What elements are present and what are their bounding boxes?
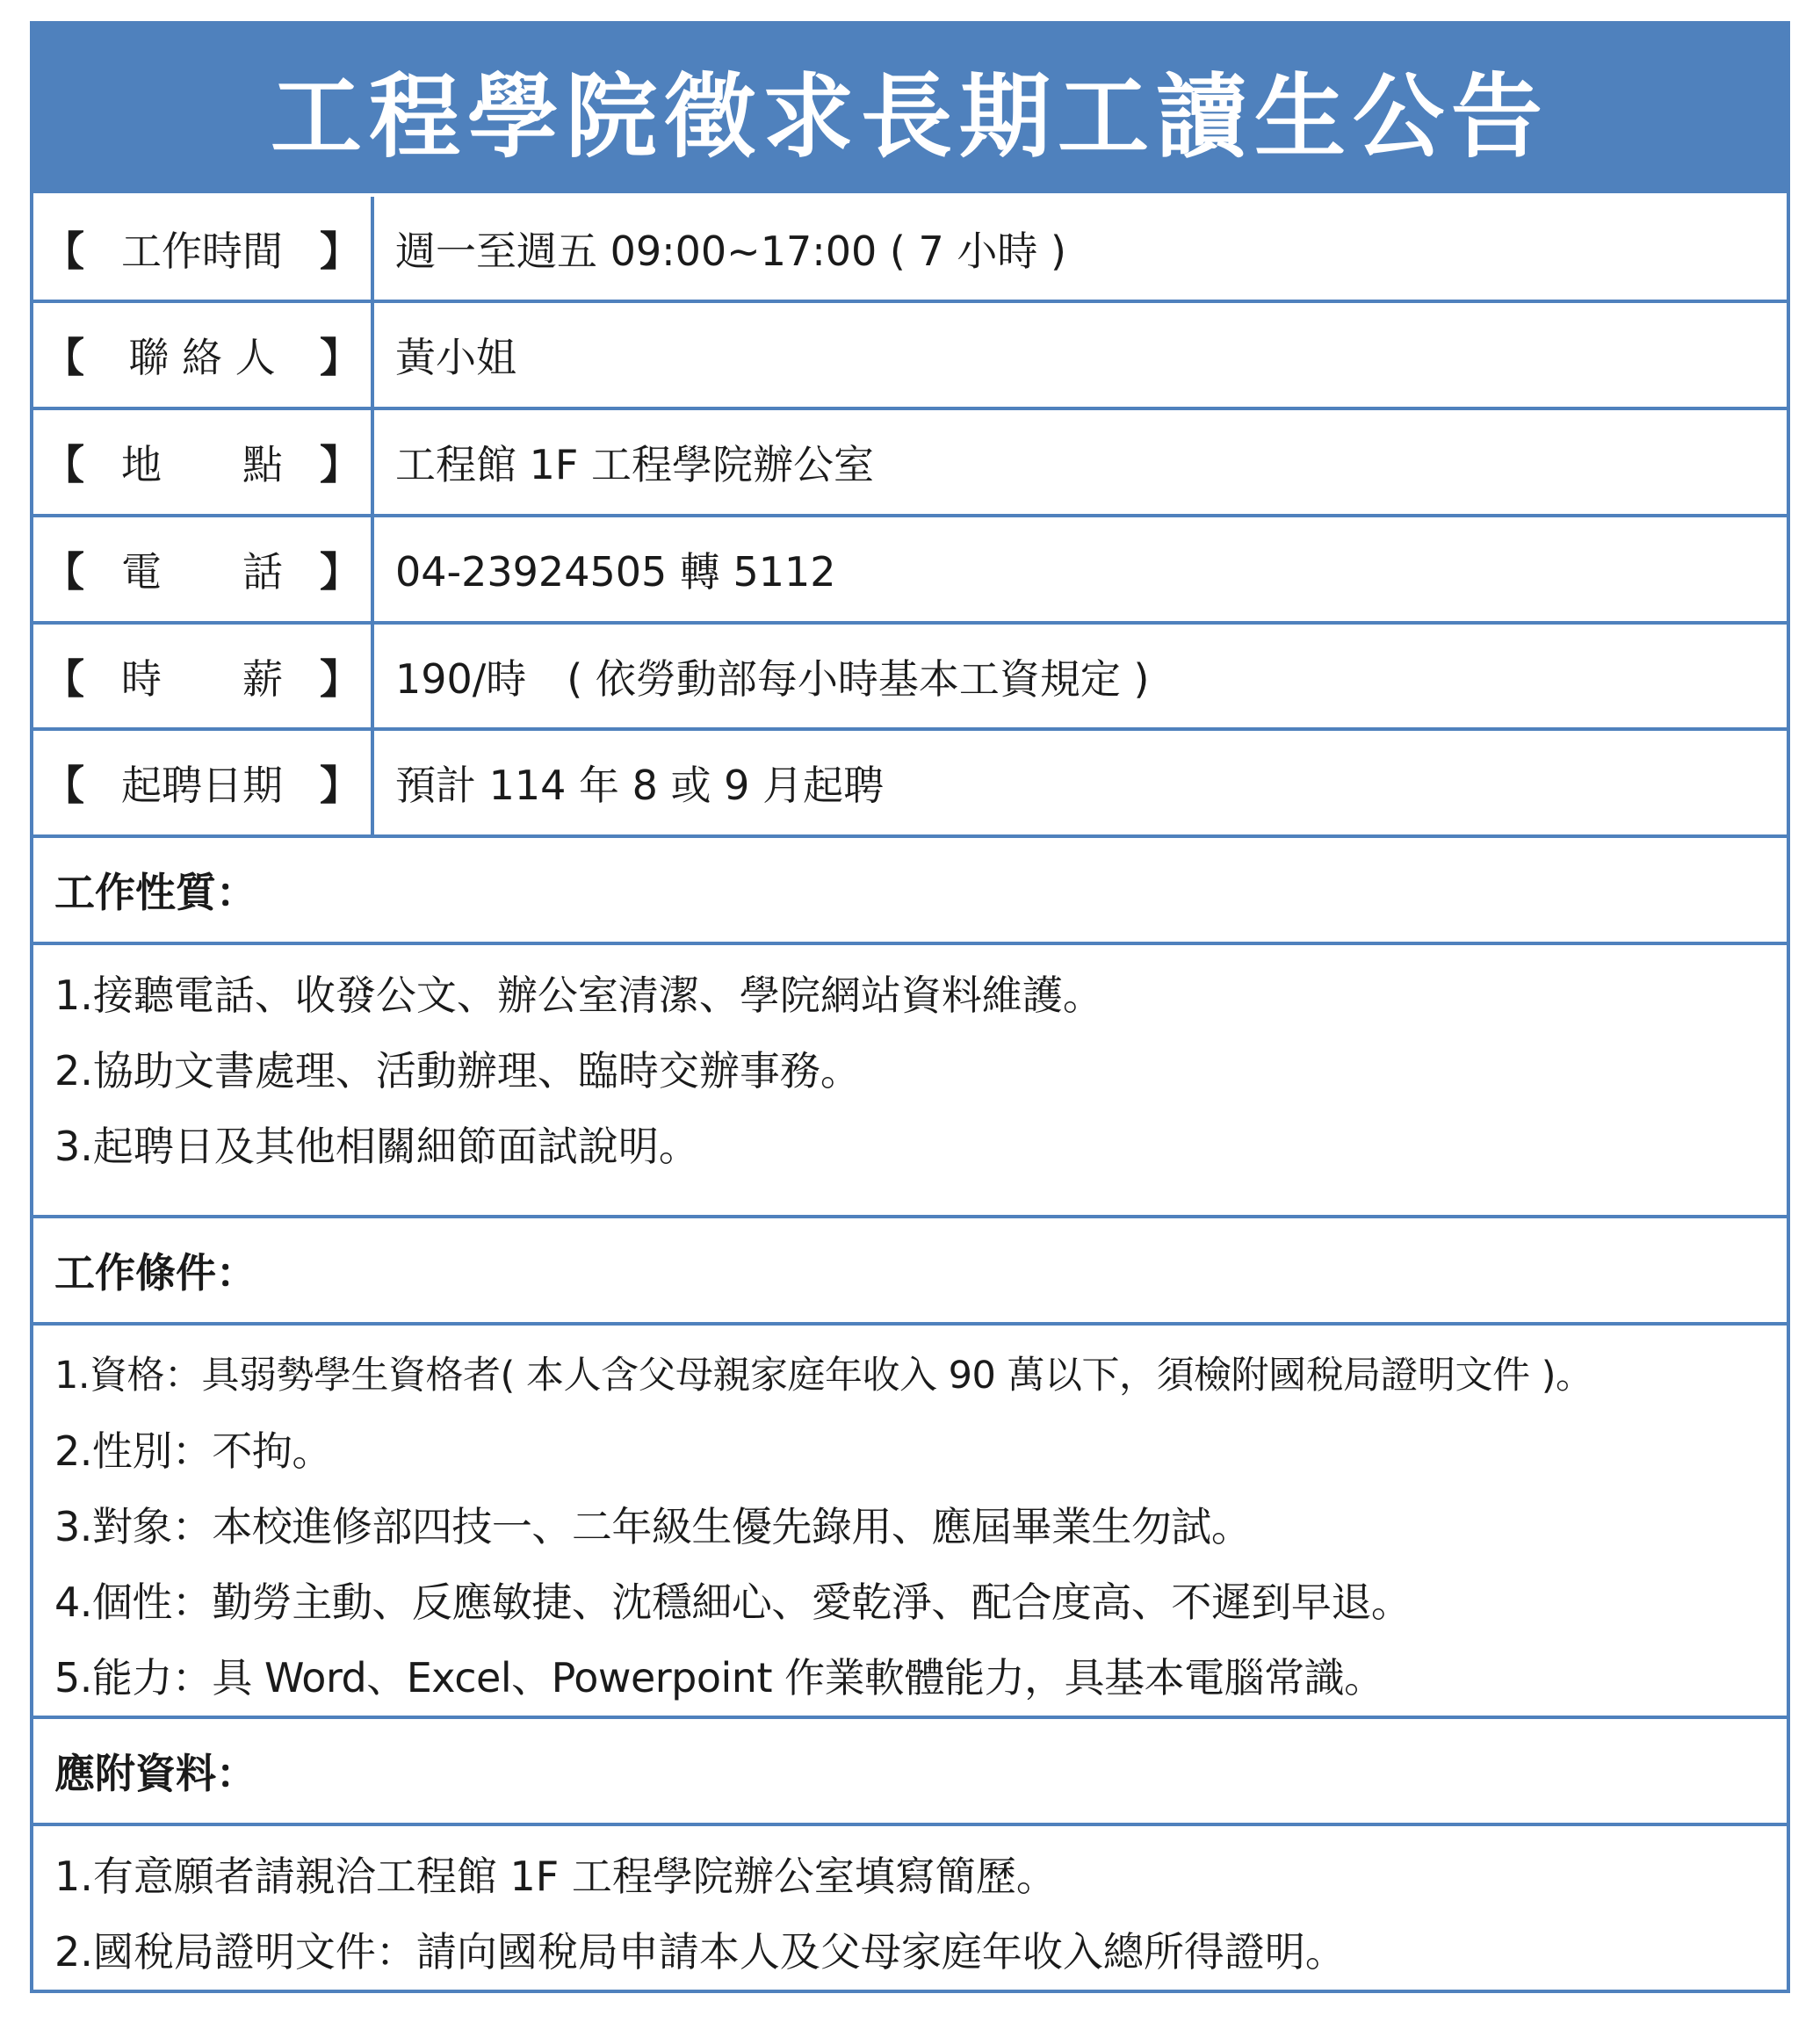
bracket-open: 【 bbox=[44, 654, 84, 703]
list-item: 2.協助文書處理、活動辦理、臨時交辦事務。 bbox=[54, 1046, 861, 1094]
work-hours-value: 週一至週五 09:00~17:00 ( 7 小時 ) bbox=[395, 227, 1066, 275]
location-label: 地 點 bbox=[121, 441, 283, 489]
bracket-close: 】 bbox=[320, 227, 360, 275]
bracket-close: 】 bbox=[320, 762, 360, 810]
start-date-label: 起聘日期 bbox=[121, 762, 283, 810]
section-body-conditions bbox=[33, 1326, 1787, 1719]
section-heading-conditions: 工作條件： bbox=[33, 1218, 1787, 1326]
info-label-cell bbox=[33, 303, 374, 407]
bracket-open: 【 bbox=[44, 441, 84, 489]
section-heading-nature: 工作性質： bbox=[33, 838, 1787, 945]
list-item: 2.性別：不拘。 bbox=[54, 1427, 332, 1476]
phone-label: 電 話 bbox=[121, 547, 283, 596]
wage-label: 時 薪 bbox=[121, 654, 283, 703]
list-item: 1.資格：具弱勢學生資格者( 本人含父母親家庭年收入 90 萬以下，須檢附國稅局證明文件 )。 bbox=[54, 1354, 1593, 1398]
location-value: 工程館 1F 工程學院辦公室 bbox=[395, 441, 874, 489]
bracket-open: 【 bbox=[44, 547, 84, 596]
job-notice bbox=[30, 21, 1790, 1993]
list-item: 3.對象：本校進修部四技一、二年級生優先錄用、應屆畢業生勿試。 bbox=[54, 1503, 1252, 1551]
work-hours-label: 工作時間 bbox=[121, 227, 283, 275]
bracket-open: 【 bbox=[44, 334, 84, 382]
info-label-cell bbox=[33, 410, 374, 514]
info-row-contact bbox=[33, 303, 1787, 410]
info-row-phone bbox=[33, 517, 1787, 625]
list-item: 2.國稅局證明文件：請向國稅局申請本人及父母家庭年收入總所得證明。 bbox=[54, 1927, 1346, 1976]
bracket-close: 】 bbox=[320, 547, 360, 596]
section-heading-attachments: 應附資料： bbox=[33, 1719, 1787, 1826]
bracket-open: 【 bbox=[44, 227, 84, 275]
info-label-cell bbox=[33, 625, 374, 728]
title-banner bbox=[33, 25, 1787, 197]
info-label-cell bbox=[33, 517, 374, 621]
list-item: 5.能力：具 Word、Excel、Powerpoint 作業軟體能力，具基本電腦常識。 bbox=[54, 1654, 1384, 1702]
section-body-nature bbox=[33, 945, 1787, 1218]
list-item: 4.個性：勤勞主動、反應敏捷、沈穩細心、愛乾淨、配合度高、不遲到早退。 bbox=[54, 1578, 1412, 1627]
page-title: 工程學院徵求長期工讀生公告 bbox=[270, 62, 1549, 170]
phone-value: 04-23924505 轉 5112 bbox=[395, 547, 836, 596]
info-label-cell bbox=[33, 731, 374, 834]
contact-label: 聯 絡 人 bbox=[128, 334, 276, 382]
list-item: 1.接聽電話、收發公文、辦公室清潔、學院網站資料維護。 bbox=[54, 971, 1103, 1019]
list-item: 3.起聘日及其他相關細節面試說明。 bbox=[54, 1122, 699, 1170]
bracket-close: 】 bbox=[320, 654, 360, 703]
bracket-close: 】 bbox=[320, 334, 360, 382]
info-label-cell bbox=[33, 197, 374, 300]
info-row-start-date bbox=[33, 731, 1787, 838]
start-date-value: 預計 114 年 8 或 9 月起聘 bbox=[395, 762, 885, 810]
contact-value: 黃小姐 bbox=[395, 334, 516, 382]
bracket-close: 】 bbox=[320, 441, 360, 489]
section-body-attachments bbox=[33, 1826, 1787, 1990]
bracket-open: 【 bbox=[44, 762, 84, 810]
info-row-location bbox=[33, 410, 1787, 517]
info-row-wage bbox=[33, 625, 1787, 732]
info-row-work-hours bbox=[33, 197, 1787, 304]
list-item: 1.有意願者請親洽工程館 1F 工程學院辦公室填寫簡歷。 bbox=[54, 1852, 1057, 1900]
wage-value: 190/時 ( 依勞動部每小時基本工資規定 ) bbox=[395, 654, 1150, 703]
